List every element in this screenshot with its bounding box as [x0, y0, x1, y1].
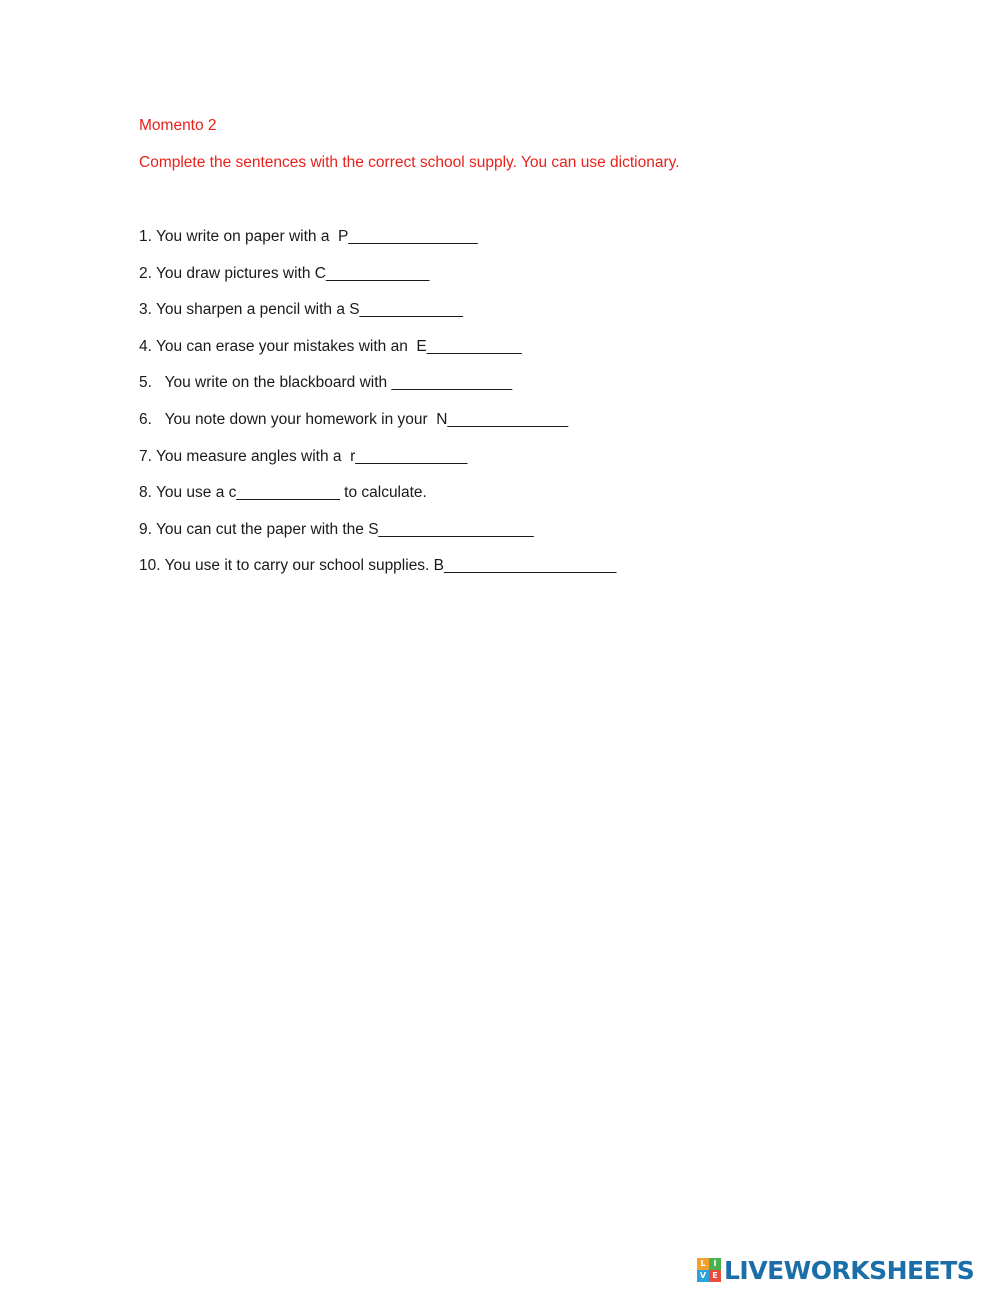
exercise-item-7: 7. You measure angles with a r_____________ — [139, 447, 468, 465]
exercise-item-10: 10. You use it to carry our school supplies. B____________________ — [139, 557, 617, 575]
exercise-item-9: 9. You can cut the paper with the S__________________ — [139, 520, 534, 538]
exercise-item-8: 8. You use a c____________ to calculate. — [139, 484, 427, 502]
worksheet-instruction: Complete the sentences with the correct school supply. You can use dictionary. — [139, 154, 680, 171]
logo-block-l: L — [697, 1258, 709, 1270]
live-blocks-icon — [697, 1258, 721, 1282]
exercise-list — [139, 227, 616, 593]
logo-block-v: V — [697, 1270, 709, 1282]
exercise-item-4: 4. You can erase your mistakes with an E___________ — [139, 337, 522, 355]
exercise-item-5: 5. You write on the blackboard with ______________ — [139, 374, 513, 392]
logo-block-i: I — [709, 1258, 721, 1270]
liveworksheets-logo — [697, 1255, 974, 1285]
logo-text: LIVEWORKSHEETS — [724, 1255, 975, 1285]
exercise-item-3: 3. You sharpen a pencil with a S____________ — [139, 301, 464, 319]
exercise-item-6: 6. You note down your homework in your N______________ — [139, 410, 569, 428]
worksheet-title: Momento 2 — [139, 117, 217, 134]
logo-block-e: E — [709, 1270, 721, 1282]
exercise-item-2: 2. You draw pictures with C____________ — [139, 264, 430, 282]
exercise-item-1: 1. You write on paper with a P_______________ — [139, 228, 478, 245]
